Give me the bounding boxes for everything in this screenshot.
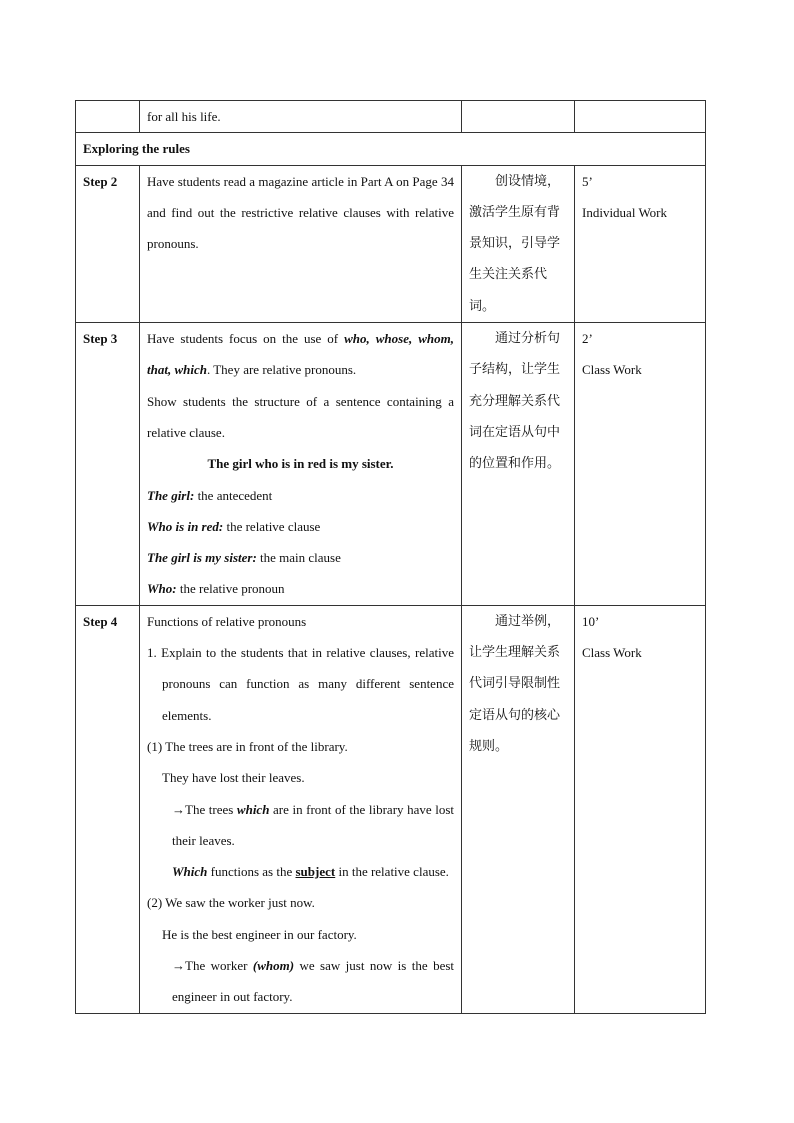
text: in the relative clause. (335, 864, 449, 880)
step4-example-1c (147, 794, 454, 857)
step2-label: Step 2 (76, 165, 140, 322)
definition: the relative pronoun (176, 581, 285, 597)
term: The girl: (147, 487, 195, 503)
step4-example-2a: (2) We saw the worker just now. (147, 895, 315, 911)
term: Who is in red: (147, 518, 224, 534)
section-heading: Exploring the rules (76, 133, 706, 165)
step3-paragraph-1 (147, 323, 454, 386)
continued-content: for all his life. (140, 101, 462, 133)
step3-purpose: 通过分析句子结构，让学生充分理解关系代词在定语从句中的位置和作用。 (462, 323, 575, 606)
step2-time-cell (575, 165, 706, 322)
step3-line-2 (147, 511, 454, 542)
definition: the relative clause (223, 518, 321, 534)
pronoun: Which (172, 864, 208, 880)
definition: the main clause (256, 550, 341, 566)
section-row (76, 133, 706, 165)
term: Who: (147, 581, 177, 597)
text: →The worker (172, 958, 253, 974)
cell-empty (76, 101, 140, 133)
table-row-continued (76, 101, 706, 133)
text: are in front of the library have lost their leaves. (172, 801, 454, 848)
definition: the antecedent (194, 487, 273, 503)
step4-row (76, 605, 706, 1013)
step3-p1-pronouns: who, whose, whom, that, which (147, 331, 454, 378)
step4-example-2c (147, 950, 454, 1013)
step4-purpose: 通过举例，让学生理解关系代词引导限制性定语从句的核心规则。 (462, 605, 575, 1013)
pronoun: which (236, 801, 270, 817)
step2-purpose: 创设情境，激活学生原有背景知识，引导学生关注关系代词。 (462, 165, 575, 322)
grammar-role: subject (295, 864, 336, 880)
step3-example: The girl who is in red is my sister. (207, 456, 394, 472)
step3-line-4 (147, 573, 454, 604)
step2-content: Have students read a magazine article in Part A on Page 34 and find out the restrictive relative clauses with relative pronouns. (140, 165, 462, 322)
step4-example-1b: They have lost their leaves. (162, 770, 305, 786)
cell-empty (575, 101, 706, 133)
lesson-plan-table (75, 100, 706, 1014)
step3-time: 2’ (582, 331, 593, 347)
step2-time: 5’ (582, 173, 593, 189)
step3-line-3 (147, 542, 454, 573)
step2-row (76, 165, 706, 322)
step3-p1-pre: Have students focus on the use of (147, 331, 345, 347)
step4-example-1d (147, 856, 454, 887)
text: functions as the (207, 864, 296, 880)
step3-paragraph-2: Show students the structure of a sentence containing a relative clause. (147, 393, 454, 440)
step3-label: Step 3 (76, 323, 140, 606)
step2-mode: Individual Work (582, 204, 668, 220)
text: we saw just now is the best engineer in out factory. (172, 958, 455, 1005)
step4-label: Step 4 (76, 605, 140, 1013)
step3-content (140, 323, 462, 606)
step4-paragraph-1: 1. Explain to the students that in relative clauses, relative pronouns can function as many different sentence elements. (147, 645, 454, 723)
step4-content (140, 605, 462, 1013)
step4-mode: Class Work (582, 645, 642, 661)
step4-time: 10’ (582, 613, 600, 629)
step3-row (76, 323, 706, 606)
step4-heading: Functions of relative pronouns (147, 613, 307, 629)
step3-time-cell (575, 323, 706, 606)
step4-time-cell (575, 605, 706, 1013)
term: The girl is my sister: (147, 550, 257, 566)
step3-p1-post: . They are relative pronouns. (206, 362, 357, 378)
pronoun: (whom) (252, 958, 295, 974)
step4-example-2b: He is the best engineer in our factory. (162, 926, 357, 942)
step4-example-1a: (1) The trees are in front of the library. (147, 738, 348, 754)
cell-empty (462, 101, 575, 133)
step3-line-1 (147, 480, 454, 511)
step3-mode: Class Work (582, 362, 642, 378)
text: →The trees (172, 801, 237, 817)
